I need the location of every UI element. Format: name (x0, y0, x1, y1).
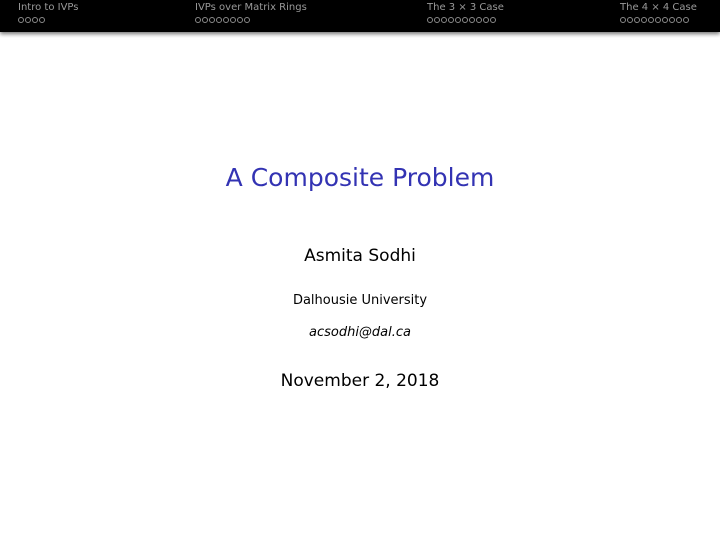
frame-dot-icon[interactable] (195, 17, 201, 23)
presentation-date: November 2, 2018 (280, 371, 440, 391)
frame-dot-icon[interactable] (648, 17, 654, 23)
frame-dot-icon[interactable] (18, 17, 24, 23)
frame-dot-icon[interactable] (237, 17, 243, 23)
frame-dot-icon[interactable] (462, 17, 468, 23)
frame-dot-icon[interactable] (209, 17, 215, 23)
frame-dot-icon[interactable] (669, 17, 675, 23)
nav-section-label[interactable]: The 4 × 4 Case (620, 2, 697, 13)
nav-section-label[interactable]: The 3 × 3 Case (427, 2, 504, 13)
frame-dot-icon[interactable] (662, 17, 668, 23)
nav-section-matrix-rings (195, 2, 307, 30)
nav-frame-dots (195, 17, 307, 23)
nav-section-intro (18, 2, 78, 30)
frame-dot-icon[interactable] (448, 17, 454, 23)
frame-dot-icon[interactable] (620, 17, 626, 23)
frame-dot-icon[interactable] (641, 17, 647, 23)
navigation-bar (0, 0, 720, 32)
author-email: acsodhi@dal.ca (308, 325, 412, 340)
institute-name: Dalhousie University (292, 293, 428, 308)
nav-frame-dots (620, 17, 697, 23)
frame-dot-icon[interactable] (434, 17, 440, 23)
frame-dot-icon[interactable] (483, 17, 489, 23)
nav-section-label[interactable]: IVPs over Matrix Rings (195, 2, 307, 13)
nav-section-4x4-case (620, 2, 697, 30)
nav-section-label[interactable]: Intro to IVPs (18, 2, 79, 13)
frame-dot-icon[interactable] (244, 17, 250, 23)
frame-dot-icon[interactable] (627, 17, 633, 23)
frame-dot-icon[interactable] (427, 17, 433, 23)
frame-dot-icon[interactable] (32, 17, 38, 23)
frame-dot-icon[interactable] (230, 17, 236, 23)
frame-dot-icon[interactable] (441, 17, 447, 23)
frame-dot-icon[interactable] (455, 17, 461, 23)
frame-dot-icon[interactable] (202, 17, 208, 23)
frame-dot-icon[interactable] (476, 17, 482, 23)
frame-dot-icon[interactable] (676, 17, 682, 23)
frame-dot-icon[interactable] (634, 17, 640, 23)
nav-frame-dots (427, 17, 504, 23)
frame-dot-icon[interactable] (469, 17, 475, 23)
frame-dot-icon[interactable] (655, 17, 661, 23)
frame-dot-icon[interactable] (683, 17, 689, 23)
presentation-title: A Composite Problem (225, 163, 495, 192)
author-name: Asmita Sodhi (304, 246, 416, 266)
nav-frame-dots (18, 17, 78, 23)
nav-section-3x3-case (427, 2, 504, 30)
frame-dot-icon[interactable] (223, 17, 229, 23)
frame-dot-icon[interactable] (490, 17, 496, 23)
frame-dot-icon[interactable] (216, 17, 222, 23)
frame-dot-icon[interactable] (39, 17, 45, 23)
frame-dot-icon[interactable] (25, 17, 31, 23)
